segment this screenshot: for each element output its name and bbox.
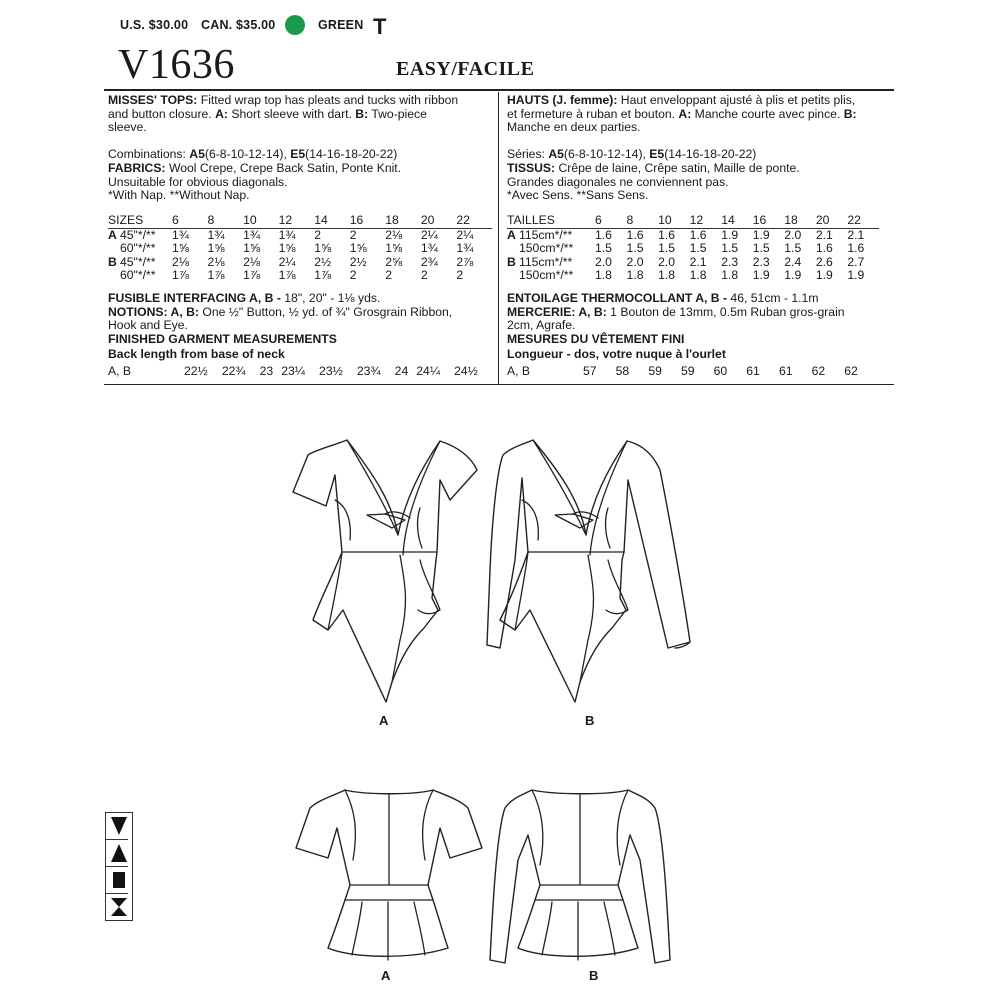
measure-cell: 23½ [319,364,343,378]
width-cell: 60"*/** [120,241,156,256]
table-cell: 1.9 [752,268,770,283]
triangle-down-icon [106,813,128,840]
table-cell: 1.8 [658,268,676,283]
back-view-a [296,790,482,960]
interfacing: FUSIBLE INTERFACING A, B - 18", 20" - 1⅛ yds. [108,291,381,305]
desc-text: and button closure. [108,106,216,121]
sizes-header: TAILLES [507,213,555,227]
table-cell: 2.0 [658,254,676,269]
measure-cell: 24½ [454,364,478,378]
table-cell: 2¼ [278,254,296,269]
table-cell: 1.9 [752,227,770,242]
table-cell: 2¼ [420,227,438,242]
finished-measurements-title: FINISHED GARMENT MEASUREMENTS [108,331,337,346]
table-cell: 2.0 [595,254,612,269]
measure-cell: 23¼ [281,364,305,378]
measure-label: A, B [108,364,132,378]
size-header-cell: 18 [385,213,399,227]
width-cell: 115cm*/** [519,254,573,269]
table-cell: 1⅝ [172,241,189,256]
color-label: GREEN [318,18,364,32]
measure-cell: 57 [583,364,597,378]
table-cell: 1⅞ [278,268,296,283]
desc-text: Two-piece [368,106,427,121]
measure-cell: 22½ [184,364,208,378]
width-cell: 45"*/** [120,254,156,269]
notions: NOTIONS: A, B: One ½" Button, ½ yd. of ¾" Grosgrain Ribbon, [108,304,453,319]
table-cell: 1⅞ [172,268,189,283]
table-cell: 1.5 [689,241,707,256]
table-cell: 1⅞ [314,268,332,283]
table-cell: 1.9 [847,268,865,283]
table-cell: 1.8 [689,268,707,283]
size-header-cell: 16 [752,213,767,227]
size-header-cell: 10 [658,213,672,227]
width-cell: 150cm*/** [519,268,574,283]
measure-cell: 24¼ [416,364,441,378]
measure-cell: 61 [778,364,793,378]
width-cell: 45"*/** [120,227,156,242]
table-cell: 1⅝ [314,241,332,256]
measure-cell: 60 [713,364,728,378]
table-cell: 1¾ [278,227,296,242]
view-b-label: B: [355,106,369,121]
table-cell: 1.5 [721,241,739,256]
view-a-label: A: [215,106,228,121]
table-cell: 2.4 [784,254,802,269]
width-cell: 115cm*/** [519,227,573,242]
measure-cell: 23¾ [356,364,381,378]
table-cell: 1¾ [207,227,225,242]
table-cell: 1¾ [420,241,438,256]
difficulty-label: EASY/FACILE [396,58,535,80]
table-cell: 1.5 [752,241,770,256]
size-header-cell: 22 [847,213,861,227]
combinations: Combinations: A5(6-8-10-12-14), E5(14-16-18-20-22) [108,147,398,162]
table-cell: 1¾ [456,241,474,256]
front-view-a-label: A [379,713,389,728]
measure-cell: 22¾ [221,364,246,378]
table-cell: 2 [456,268,464,283]
sens-note: *Avec Sens. **Sans Sens. [507,188,649,203]
table-cell: 2.1 [815,227,833,242]
view-cell: A [507,227,516,242]
table-cell: 2⅛ [243,254,261,269]
table-cell: 2.0 [784,227,802,242]
table-cell: 1.9 [784,268,802,283]
table-cell: 1.5 [595,241,612,256]
diagonales-note: Grandes diagonales ne conviennent pas. [507,174,729,189]
table-cell: 1⅝ [349,241,367,256]
size-header-cell: 20 [420,213,435,227]
mesures-title: MESURES DU VÊTEMENT FINI [507,331,685,346]
size-header-cell: 20 [815,213,830,227]
table-cell: 1.5 [658,241,676,256]
table-cell: 1⅞ [207,268,225,283]
table-cell: 2 [349,268,357,283]
table-cell: 1.9 [815,268,833,283]
table-cell: 1.9 [721,227,739,242]
table-cell: 1.8 [595,268,612,283]
back-view-b-label: B [589,968,599,983]
back-length-label: Back length from base of neck [108,347,285,362]
table-cell: 1.6 [626,227,644,242]
table-cell: 1¾ [172,227,189,242]
measure-cell: 23 [259,364,274,378]
table-cell: 1⅝ [243,241,261,256]
series: Séries: A5(6-8-10-12-14), E5(14-16-18-20-22) [507,147,757,162]
table-cell: 2¾ [420,254,438,269]
table-cell: 2.0 [626,254,644,269]
size-header-cell: 12 [689,213,704,227]
table-cell: 1.6 [847,241,865,256]
table-cell: 2 [420,268,428,283]
table-cell: 2.1 [847,227,865,242]
view-cell: A [108,227,117,242]
measure-label: A, B [507,364,531,378]
description-line: HAUTS (J. femme): Haut enveloppant ajusté à plis et petits plis, [507,93,856,107]
table-cell: 1⅝ [385,241,403,256]
width-cell: 60"*/** [120,268,156,283]
description-line: Manche en deux parties. [507,120,641,135]
table-cell: 1⅞ [243,268,261,283]
desc-text: Short sleeve with dart. [227,106,356,121]
table-cell: 2⅛ [207,254,225,269]
table-cell: 1.8 [721,268,739,283]
table-cell: 2 [314,227,321,242]
size-header-cell: 8 [626,213,634,227]
measure-cell: 59 [648,364,662,378]
size-header-cell: 16 [349,213,364,227]
size-header-cell: 14 [721,213,735,227]
table-cell: 2¼ [456,227,474,242]
measure-cell: 58 [615,364,630,378]
table-cell: 1.6 [815,241,833,256]
table-cell: 2 [385,268,393,283]
table-cell: 1¾ [243,227,261,242]
measure-cell: 62 [844,364,858,378]
description-line: sleeve. [108,120,147,135]
table-cell: 2.3 [752,254,770,269]
table-cell: 1.6 [658,227,676,242]
table-cell: 2.7 [847,254,865,269]
table-cell: 2⅞ [456,254,474,269]
table-cell: 2⅛ [385,227,403,242]
size-header-cell: 14 [314,213,328,227]
view-cell: B [507,254,516,269]
triangle-up-icon [106,840,128,867]
desc-text: Fitted wrap top has pleats and tucks with ribbon [197,93,459,107]
size-header-cell: 22 [456,213,470,227]
table-cell: 1.8 [626,268,644,283]
measure-cell: 59 [680,364,695,378]
size-header-cell: 18 [784,213,798,227]
pattern-number: V1636 [118,42,235,88]
measure-cell: 61 [746,364,760,378]
sizes-header: SIZES [108,213,144,227]
notions-cont: Hook and Eye. [108,318,188,333]
table-cell: 2.6 [815,254,833,269]
price-us: U.S. $30.00 [120,18,189,32]
width-cell: 150cm*/** [519,241,574,256]
size-header-cell: 6 [595,213,602,227]
price-can: CAN. $35.00 [201,18,276,32]
table-cell: 1⅝ [207,241,225,256]
letter-code: T [373,14,387,39]
notch-symbols [105,812,133,921]
table-cell: 2⅛ [172,254,189,269]
table-cell: 2½ [349,254,367,269]
measure-cell: 62 [811,364,826,378]
view-cell: B [108,254,117,269]
measure-cell: 24 [394,364,409,378]
table-cell: 2⅝ [385,254,403,269]
table-cell: 1.6 [689,227,707,242]
size-header-cell: 6 [172,213,179,227]
front-view-b-label: B [585,713,595,728]
size-header-cell: 8 [207,213,215,227]
square-icon [106,867,128,894]
fabrics: FABRICS: Wool Crepe, Crepe Back Satin, Ponte Knit. [108,160,402,175]
size-header-cell: 10 [243,213,257,227]
desc-title: MISSES' TOPS: [108,93,198,107]
unsuitable-note: Unsuitable for obvious diagonals. [108,174,288,189]
table-cell: 2.3 [721,254,739,269]
tissus: TISSUS: Crêpe de laine, Crêpe satin, Maille de ponte. [507,160,800,175]
entoilage: ENTOILAGE THERMOCOLLANT A, B - 46, 51cm - 1.1m [507,291,819,305]
description-line: et fermeture à ruban et bouton. A: Manche courte avec pince. B: [507,106,857,121]
table-cell: 2.1 [689,254,707,269]
table-cell: 1.6 [595,227,612,242]
table-cell: 1⅝ [278,241,296,256]
hourglass-icon [106,894,128,920]
front-view-b [487,440,690,702]
table-cell: 1.5 [626,241,644,256]
back-view-a-label: A [381,968,391,983]
back-view-b [490,790,670,963]
table-cell: 2 [349,227,357,242]
front-view-a [293,440,477,702]
table-cell: 1.5 [784,241,802,256]
table-cell: 2½ [314,254,332,269]
size-header-cell: 12 [278,213,293,227]
mercerie: MERCERIE: A, B: 1 Bouton de 13mm, 0.5m Ruban gros-grain [507,304,845,319]
mercerie-cont: 2cm, Agrafe. [507,318,576,333]
nap-note: *With Nap. **Without Nap. [108,188,250,203]
longueur-label: Longueur - dos, votre nuque à l'ourlet [507,347,726,362]
